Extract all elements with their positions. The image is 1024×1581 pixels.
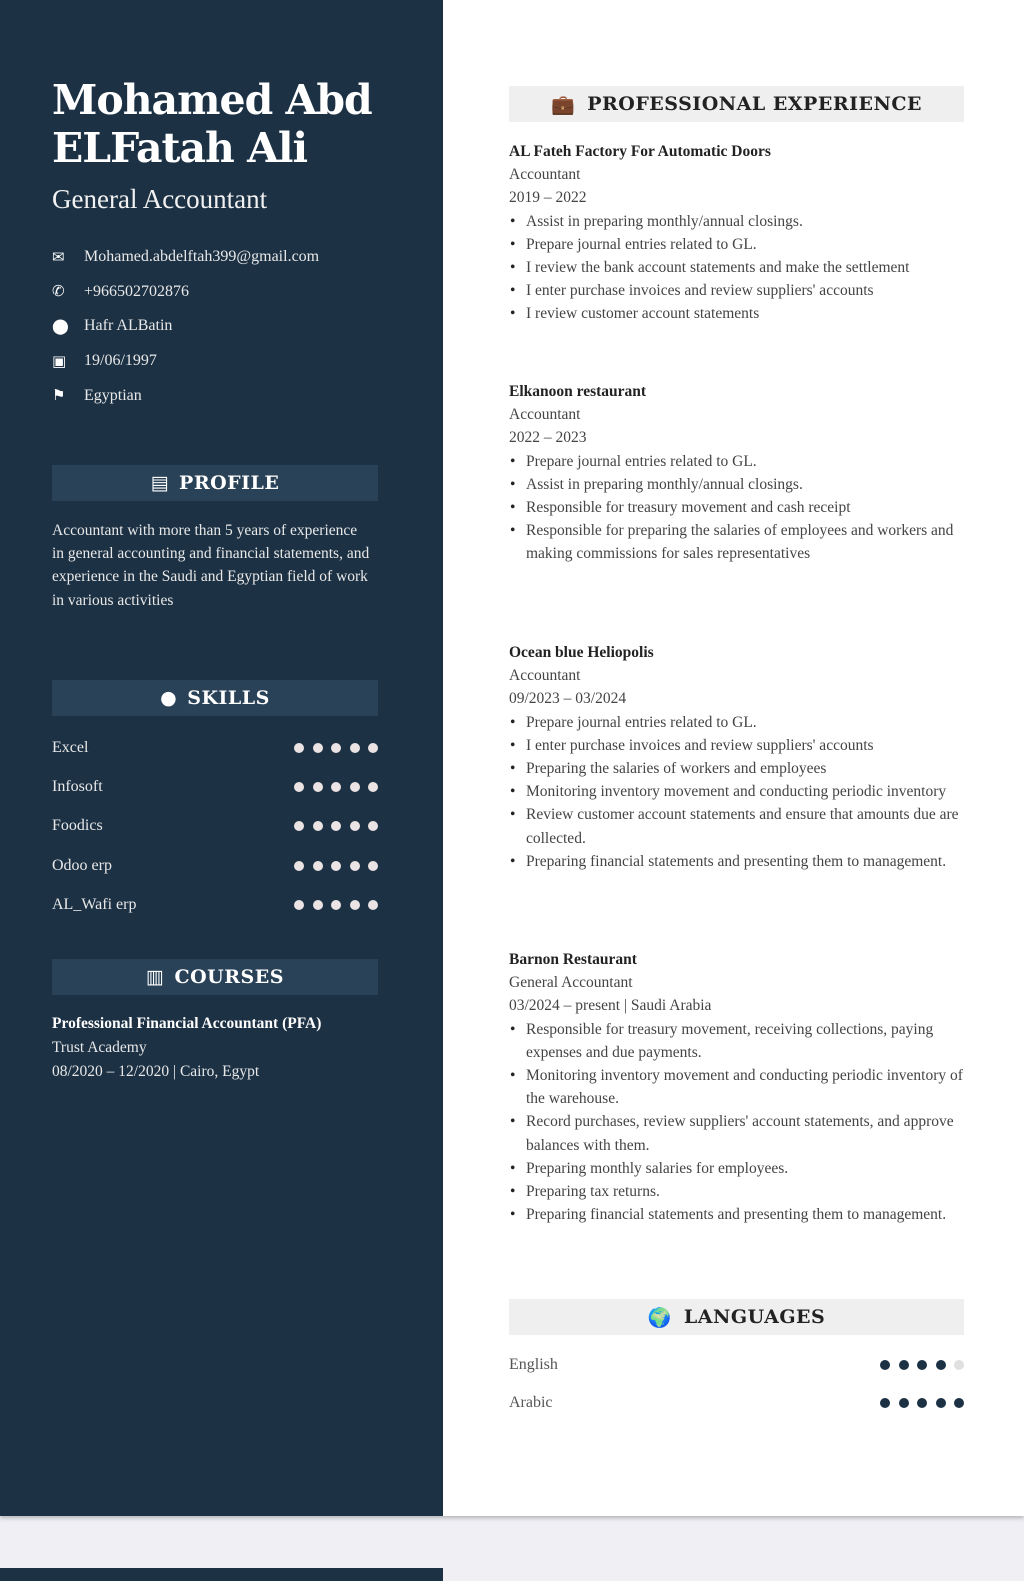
skills-heading (52, 680, 378, 716)
rating-dots (294, 782, 378, 792)
skill-name: Foodics (52, 817, 103, 835)
heading-text: LANGUAGES (683, 1306, 826, 1328)
language-name: Arabic (509, 1394, 553, 1411)
contact-item (52, 240, 319, 275)
job-bullet: • Prepare journal entries related to GL. (509, 711, 964, 734)
skill-name: Odoo erp (52, 856, 112, 874)
job-bullet: • Monitoring inventory movement and conducting periodic inventory of the warehouse. (509, 1064, 964, 1110)
name-line: ELFatah Ali (52, 124, 308, 172)
job-role: Accountant (509, 406, 581, 424)
job-bullet: • Preparing tax returns. (509, 1180, 964, 1203)
sidebar (0, 0, 443, 1516)
location-pin-icon: ⬤ (52, 318, 69, 335)
language-item (509, 1346, 964, 1384)
job-dates: 03/2024 – present | Saudi Arabia (509, 997, 712, 1015)
skill-item (52, 807, 378, 846)
skill-item (52, 885, 378, 924)
rating-dot-filled (313, 900, 323, 910)
rating-dots (294, 821, 378, 831)
contact-item (52, 344, 319, 379)
rating-dot-filled (954, 1398, 964, 1408)
rating-dot-filled (313, 743, 323, 753)
job-bullet: • I enter purchase invoices and review suppliers' accounts (509, 279, 964, 302)
job-bullet: • Monitoring inventory movement and conducting periodic inventory (509, 780, 964, 803)
rating-dots (880, 1360, 964, 1370)
rating-dot-filled (331, 782, 341, 792)
rating-dot-filled (294, 900, 304, 910)
job-role: General Accountant (509, 974, 633, 992)
skill-name: AL_Wafi erp (52, 895, 137, 913)
job-bullet: • Prepare journal entries related to GL. (509, 450, 964, 473)
rating-dot-filled (899, 1360, 909, 1370)
contact-text: 19/06/1997 (84, 352, 157, 370)
rating-dot-filled (368, 900, 378, 910)
language-name: English (509, 1356, 558, 1373)
job-bullet: • I review the bank account statements and make the settlement (509, 256, 964, 279)
contact-text: Mohamed.abdelftah399@gmail.com (84, 248, 320, 266)
phone-icon: ✆ (52, 284, 65, 301)
job-bullet: • Preparing the salaries of workers and employees (509, 757, 964, 780)
rating-dot-filled (350, 821, 360, 831)
heading-text: PROFESSIONAL EXPERIENCE (587, 93, 922, 115)
skill-name: Infosoft (52, 777, 103, 795)
rating-dot-filled (294, 861, 304, 871)
profile-heading (52, 465, 378, 501)
job-bullet: • Responsible for preparing the salaries of employees and workers and making commissions for sales representatives (509, 519, 964, 565)
books-icon: ▥ (146, 966, 165, 988)
job-company: Ocean blue Heliopolis (509, 644, 654, 661)
skill-item (52, 728, 378, 767)
job-company: Barnon Restaurant (509, 951, 637, 968)
rating-dot-filled (331, 821, 341, 831)
job-bullet: • Responsible for treasury movement and cash receipt (509, 496, 964, 519)
job-bullets (509, 210, 964, 326)
rating-dot-filled (917, 1360, 927, 1370)
rating-dot-filled (350, 743, 360, 753)
languages-list (509, 1346, 964, 1422)
job-dates: 2019 – 2022 (509, 189, 587, 207)
rating-dot-filled (899, 1398, 909, 1408)
name-line: Mohamed Abd (52, 76, 372, 124)
contact-item (52, 309, 319, 344)
job-company: AL Fateh Factory For Automatic Doors (509, 143, 771, 160)
rating-dot-filled (880, 1398, 890, 1408)
rating-dots (294, 743, 378, 753)
rating-dot-filled (368, 821, 378, 831)
job-entry (509, 641, 964, 873)
rating-dots (294, 861, 378, 871)
candidate-name (52, 76, 372, 172)
job-bullet: • Assist in preparing monthly/annual closings. (509, 210, 964, 233)
skill-item (52, 767, 378, 806)
job-bullets (509, 450, 964, 566)
job-bullet: • Responsible for treasury movement, receiving collections, paying expenses and due payments. (509, 1018, 964, 1064)
experience-heading (509, 86, 964, 122)
job-bullet: • Preparing financial statements and presenting them to management. (509, 850, 964, 873)
contact-item (52, 275, 319, 310)
job-bullet: • I enter purchase invoices and review suppliers' accounts (509, 734, 964, 757)
rating-dot-filled (368, 743, 378, 753)
rating-dot-filled (294, 821, 304, 831)
course-institution: Trust Academy (52, 1039, 147, 1056)
next-page-edge (0, 1568, 443, 1581)
job-title: General Accountant (52, 184, 268, 214)
rating-dot-empty (954, 1360, 964, 1370)
contact-text: Egyptian (84, 386, 142, 404)
rating-dot-filled (294, 743, 304, 753)
rating-dot-filled (350, 861, 360, 871)
contact-item (52, 378, 319, 413)
job-bullet: • Prepare journal entries related to GL. (509, 233, 964, 256)
job-entry (509, 948, 964, 1226)
job-entry (509, 380, 964, 566)
rating-dot-filled (368, 782, 378, 792)
rating-dot-filled (350, 782, 360, 792)
heading-text: COURSES (174, 966, 284, 988)
globe-icon: 🌍 (647, 1306, 672, 1329)
job-bullet: • Preparing financial statements and presenting them to management. (509, 1203, 964, 1226)
language-item (509, 1384, 964, 1422)
course-item (52, 1012, 321, 1084)
courses-heading (52, 959, 378, 995)
job-bullet: • Record purchases, review suppliers' account statements, and approve balances with them. (509, 1110, 964, 1156)
calendar-icon: ▣ (52, 353, 67, 370)
job-bullet: • I review customer account statements (509, 302, 964, 325)
rating-dot-filled (936, 1360, 946, 1370)
job-bullets (509, 1018, 964, 1227)
languages-heading (509, 1299, 964, 1335)
rating-dots (880, 1398, 964, 1408)
job-bullet: • Preparing monthly salaries for employees. (509, 1157, 964, 1180)
rating-dot-filled (313, 821, 323, 831)
id-card-icon: ▤ (150, 472, 170, 494)
job-bullet: • Review customer account statements and ensure that amounts due are collected. (509, 803, 964, 849)
skill-item (52, 846, 378, 885)
heading-text: SKILLS (187, 687, 270, 709)
job-entry (509, 140, 964, 326)
rating-dot-filled (350, 900, 360, 910)
briefcase-icon: 💼 (551, 93, 576, 116)
rating-dot-filled (368, 861, 378, 871)
skill-name: Excel (52, 738, 89, 756)
rating-dot-filled (936, 1398, 946, 1408)
job-role: Accountant (509, 166, 581, 184)
rating-dot-filled (880, 1360, 890, 1370)
heading-text: PROFILE (179, 472, 280, 494)
job-dates: 2022 – 2023 (509, 429, 587, 447)
contact-text: Hafr ALBatin (84, 317, 173, 335)
profile-text: Accountant with more than 5 years of experience in general accounting and financial statements, and experience in the Saudi and Egyptian field of work in various activities (52, 522, 370, 609)
rating-dot-filled (313, 861, 323, 871)
rating-dot-filled (331, 900, 341, 910)
contact-text: +966502702876 (84, 282, 190, 300)
envelope-icon: ✉ (52, 249, 65, 266)
job-bullet: • Assist in preparing monthly/annual closings. (509, 473, 964, 496)
job-company: Elkanoon restaurant (509, 383, 647, 400)
course-meta: 08/2020 – 12/2020 | Cairo, Egypt (52, 1063, 260, 1080)
rating-dots (294, 900, 378, 910)
skills-list (52, 728, 378, 924)
course-title: Professional Financial Accountant (PFA) (52, 1015, 322, 1032)
job-dates: 09/2023 – 03/2024 (509, 690, 627, 708)
contact-list (52, 240, 319, 413)
flag-icon: ⚑ (52, 388, 66, 405)
head-brain-icon: ● (160, 687, 178, 709)
rating-dot-filled (331, 743, 341, 753)
rating-dot-filled (917, 1398, 927, 1408)
job-role: Accountant (509, 667, 581, 685)
rating-dot-filled (313, 782, 323, 792)
rating-dot-filled (331, 861, 341, 871)
job-bullets (509, 711, 964, 873)
rating-dot-filled (294, 782, 304, 792)
